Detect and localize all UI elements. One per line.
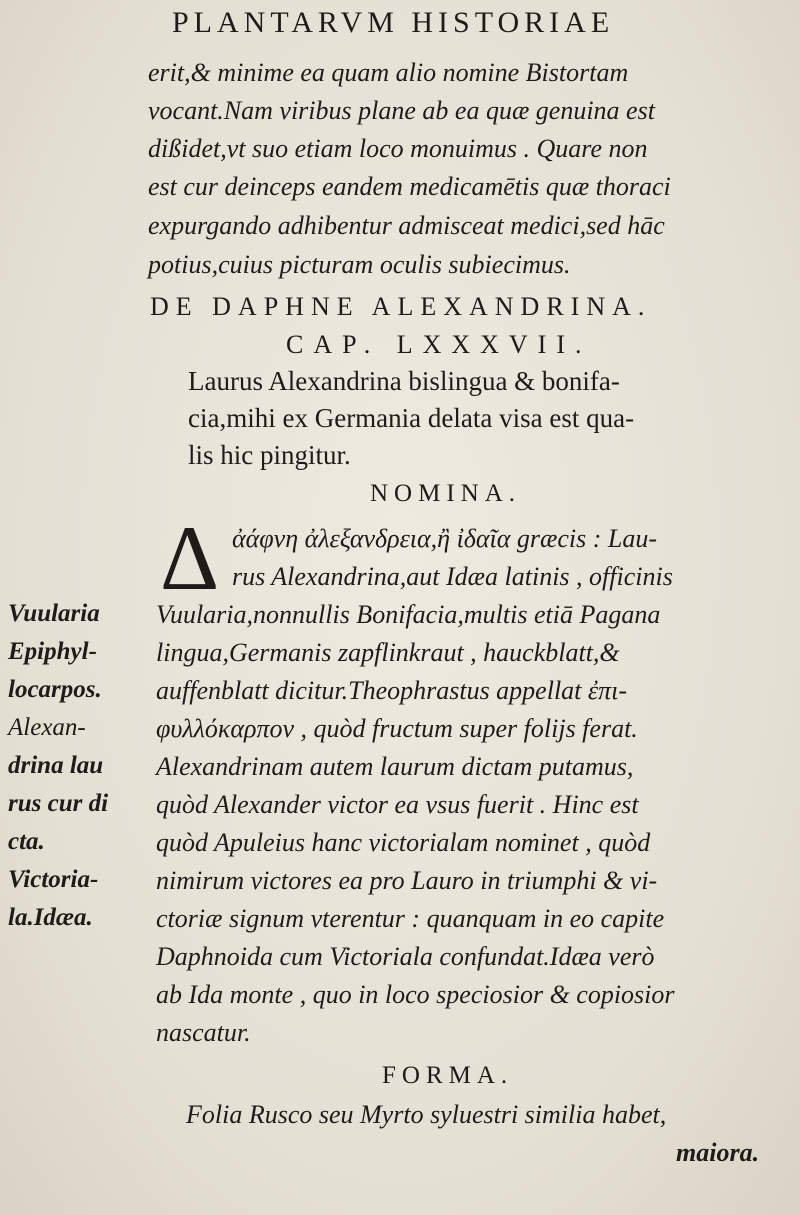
nomina-line-4: lingua,Germanis zapflinkraut , hauckblatt,& [156,638,620,667]
intro-line-3: lis hic pingitur. [188,440,351,470]
margin-note-4: Alexan- [8,714,86,741]
nomina-line-14: nascatur. [156,1018,251,1047]
nomina-line-2: rus Alexandrina,aut Idæa latinis , officinis [232,562,673,591]
drop-capital: Δ [160,507,220,609]
intro-line-1: Laurus Alexandrina bislingua & bonifa- [188,366,620,396]
margin-note-2: Epiphyl- [8,638,97,665]
nomina-line-10: nimirum victores ea pro Lauro in triumphi & vi- [156,866,658,895]
nomina-line-11: ctoriæ signum vterentur : quanquam in eo capite [156,904,665,933]
nomina-line-5: auffenblatt dicitur.Theophrastus appellat ἐπι- [156,676,628,705]
margin-note-8: Victoria- [8,866,99,893]
body-line-1: erit,& minime ea quam alio nomine Bistortam [148,58,629,87]
nomina-line-8: quòd Alexander victor ea vsus fuerit . Hinc est [156,790,639,819]
margin-note-1: Vuularia [8,600,100,627]
chapter-number: CAP. LXXXVII. [286,330,592,359]
section-title: DE DAPHNE ALEXANDRINA. [150,292,652,321]
body-line-3: dißidet,vt suo etiam loco monuimus . Quare non [148,134,648,163]
forma-line-2: maiora. [676,1138,760,1167]
forma-heading: FORMA. [382,1062,514,1089]
forma-line-1: Folia Rusco seu Myrto syluestri similia habet, [186,1100,667,1129]
intro-line-2: cia,mihi ex Germania delata visa est qua- [188,403,635,433]
nomina-line-7: Alexandrinam autem laurum dictam putamus, [156,752,634,781]
body-line-4: est cur deinceps eandem medicamētis quæ thoraci [148,172,671,201]
nomina-line-13: ab Ida monte , quo in loco speciosior & copiosior [156,980,675,1009]
nomina-line-3: Vuularia,nonnullis Bonifacia,multis etiā Pagana [156,600,661,629]
margin-note-5: drina lau [8,752,104,779]
body-line-6: potius,cuius picturam oculis subiecimus. [148,250,571,279]
nomina-line-12: Daphnoida cum Victoriala confundat.Idæa verò [156,942,655,971]
body-line-2: vocant.Nam viribus plane ab ea quæ genuina est [148,96,655,125]
nomina-line-9: quòd Apuleius hanc victorialam nominet , quòd [156,828,651,857]
margin-note-7: cta. [8,828,45,855]
margin-note-3: locarpos. [8,676,102,703]
margin-note-6: rus cur di [8,790,109,817]
body-line-5: expurgando adhibentur admisceat medici,sed hāc [148,211,665,240]
nomina-line-1: ἀάφνη ἀλεξανδρεια,ἢ ἰδαῖα græcis : Lau- [232,524,658,553]
running-header: PLANTARVM HISTORIAE [172,6,615,39]
margin-note-9: la.Idæa. [8,904,93,931]
nomina-heading: NOMINA. [370,480,522,507]
nomina-line-6: φυλλόκαρπον , quòd fructum super folijs ferat. [156,714,638,743]
